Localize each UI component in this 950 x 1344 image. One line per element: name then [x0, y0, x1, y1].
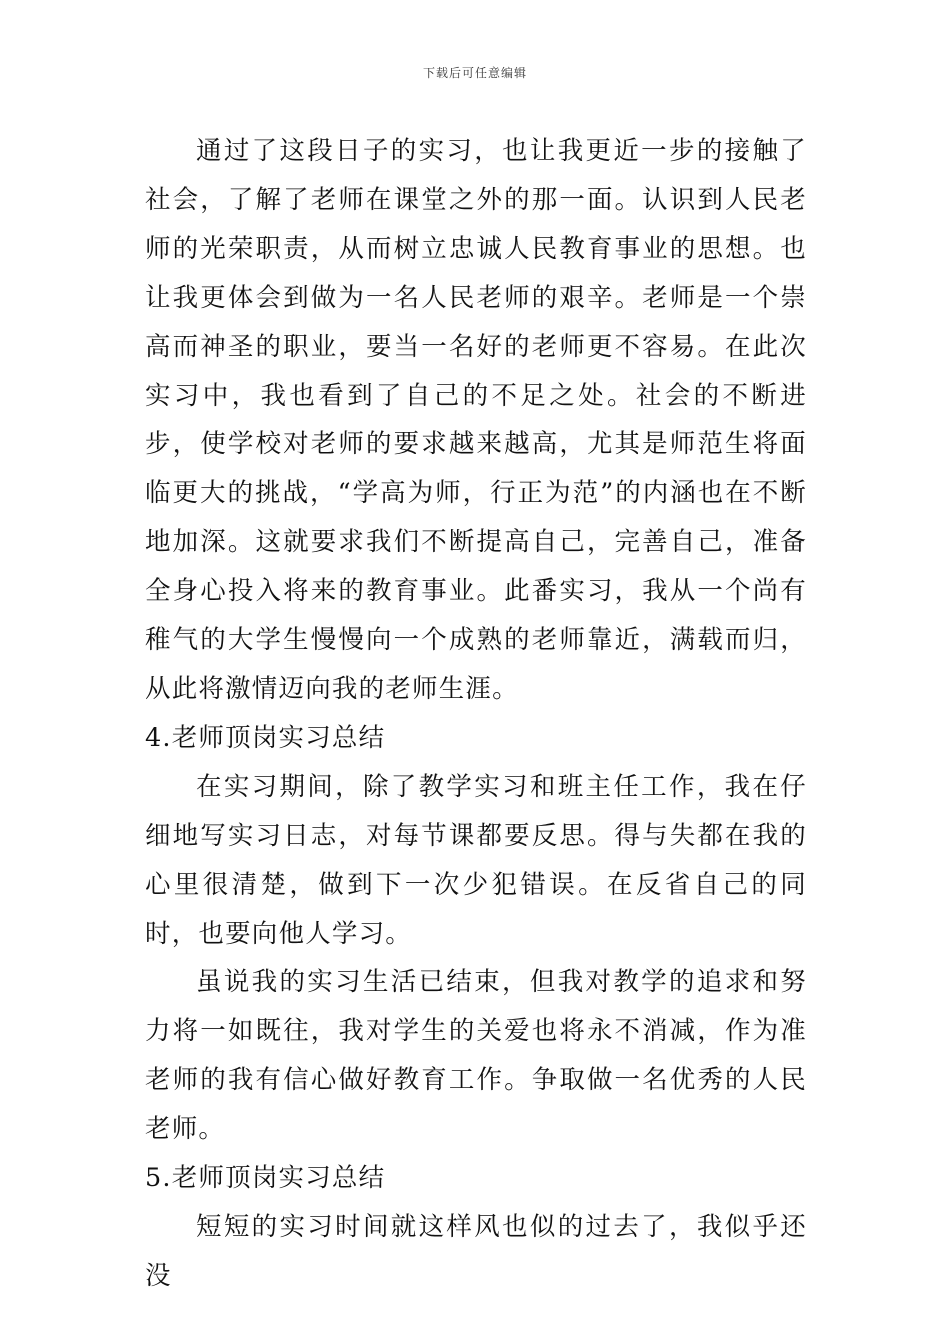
- header-note: 下载后可任意编辑: [422, 66, 527, 80]
- document-body: [145, 127, 807, 1301]
- paragraph-reflection: 通过了这段日子的实习，也让我更近一步的接触了社会，了解了老师在课堂之外的那一面。认识到人民老师的光荣职责，从而树立忠诚人民教育事业的思想。也让我更体会到做为一名人民老师的艰辛。老师是一个崇高而神圣的职业，要当一名好的老师更不容易。在此次实习中，我也看到了自己的不足之处。社会的不断进步，使学校对老师的要求越来越高，尤其是师范生将面临更大的挑战，“学高为师，行正为范”的内涵也在不断地加深。这就要求我们不断提高自己，完善自己，准备全身心投入将来的教育事业。此番实习，我从一个尚有稚气的大学生慢慢向一个成熟的老师靠近，满载而归，从此将激情迈向我的老师生涯。: [145, 136, 807, 704]
- section-heading-5: 5.老师顶岗实习总结: [145, 1163, 386, 1194]
- section-heading-4: 4.老师顶岗实习总结: [145, 722, 386, 753]
- paragraph-short-internship: 短短的实习时间就这样风也似的过去了，我似乎还没: [145, 1211, 807, 1291]
- paragraph-internship-end: 虽说我的实习生活已结束，但我对教学的追求和努力将一如既往，我对学生的关爱也将永不消减，作为准老师的我有信心做好教育工作。争取做一名优秀的人民老师。: [145, 967, 807, 1145]
- paragraph-internship-period: 在实习期间，除了教学实习和班主任工作，我在仔细地写实习日志，对每节课都要反思。得与失都在我的心里很清楚，做到下一次少犯错误。在反省自己的同时，也要向他人学习。: [145, 771, 807, 949]
